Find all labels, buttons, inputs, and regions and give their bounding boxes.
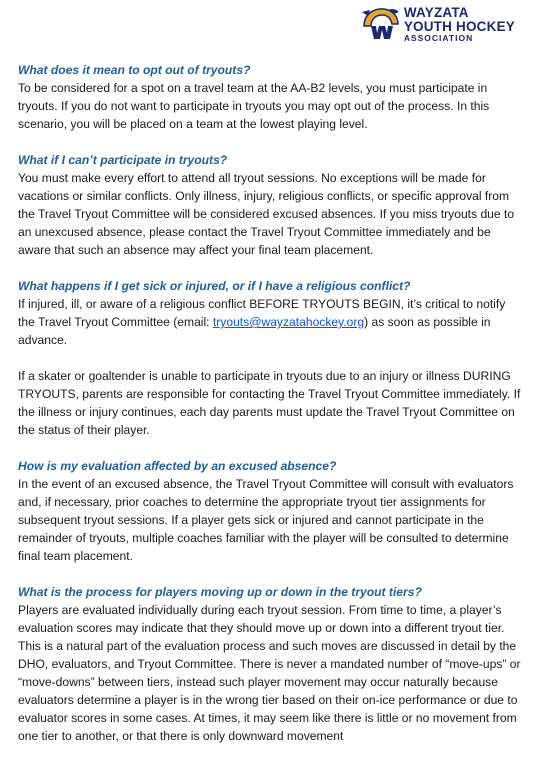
- wayzata-trojan-logo-icon: [358, 6, 400, 42]
- faq-question-opt-out: What does it mean to opt out of tryouts?: [18, 63, 251, 77]
- header-logo: [358, 6, 515, 43]
- faq-question-cant-participate: What if I can’t participate in tryouts?: [18, 153, 228, 167]
- logo-line-2: YOUTH HOCKEY: [403, 18, 515, 34]
- answer-text: If injured, ill, or aware of a religious conflict BEFORE TRYOUTS BEGIN, it’s critical to notify the Travel Tryout Committee (email:: [18, 297, 506, 329]
- logo-line-3: ASSOCIATION: [403, 33, 474, 43]
- answer-text: ) as soon as possible in advance.: [18, 315, 491, 347]
- faq-question-tier-movement: What is the process for players moving up or down in the tryout tiers?: [18, 585, 422, 599]
- faq-answer-tier-movement: Players are evaluated individually during each tryout session. From time to time, a player’s evaluation scores may indicate that they should move up or down into a different tryout tier. This is a natural part of the evaluation process and such moves are discussed in detail by the DHO, evaluators, and Tryout Committee. There is never a mandated number of “move-ups” or “move-downs” between tiers, instead such player movement may occur naturally because evaluators determine a player is in the wrong tier based on their on-ice performance or due to evaluator scores in some cases. At times, it may seem like there is little or no movement from one tier to another, or that there is only downward movement: [18, 603, 521, 743]
- faq-answer-excused-absence: In the event of an excused absence, the Travel Tryout Committee will consult with evaluators and, if necessary, prior coaches to determine the appropriate tryout tier assignments for subsequent tryout sessions. If a player gets sick or injured and cannot participate in the remainder of tryouts, multiple coaches familiar with the player will be consulted to determine final team placement.: [18, 477, 514, 563]
- faq-answer-sick-injured-during: If a skater or goaltender is unable to participate in tryouts due to an injury or illness DURING TRYOUTS, parents are responsible for contacting the Travel Tryout Committee immediately. If the illness or injury continues, each day parents must update the Travel Tryout Committee on the status of their player.: [18, 369, 521, 437]
- faq-question-sick-injured: What happens if I get sick or injured, or if I have a religious conflict?: [18, 279, 411, 293]
- faq-answer-opt-out: To be considered for a spot on a travel team at the AA-B2 levels, you must participate in tryouts. If you do not want to participate in tryouts you may opt out of the process. In this scenario, you will be placed on a team at the lowest playing level.: [18, 81, 490, 131]
- logo-wordmark: [404, 6, 515, 43]
- faq-answer-cant-participate: You must make every effort to attend all tryout sessions. No exceptions will be made for vacations or similar conflicts. Only illness, injury, religious conflicts, or specific approval from the Travel Tryout Committee will be considered excused absences. If you miss tryouts due to an unexcused absence, please contact the Travel Tryout Committee immediately and be aware that such an absence may affect your final team placement.: [18, 171, 515, 257]
- tryouts-email-link[interactable]: tryouts@wayzatahockey.org: [212, 315, 365, 329]
- logo-line-1: WAYZATA: [403, 5, 469, 20]
- faq-question-excused-absence: How is my evaluation affected by an excused absence?: [18, 459, 337, 473]
- faq-answer-sick-injured-before: [18, 295, 523, 349]
- faq-content: [18, 61, 523, 745]
